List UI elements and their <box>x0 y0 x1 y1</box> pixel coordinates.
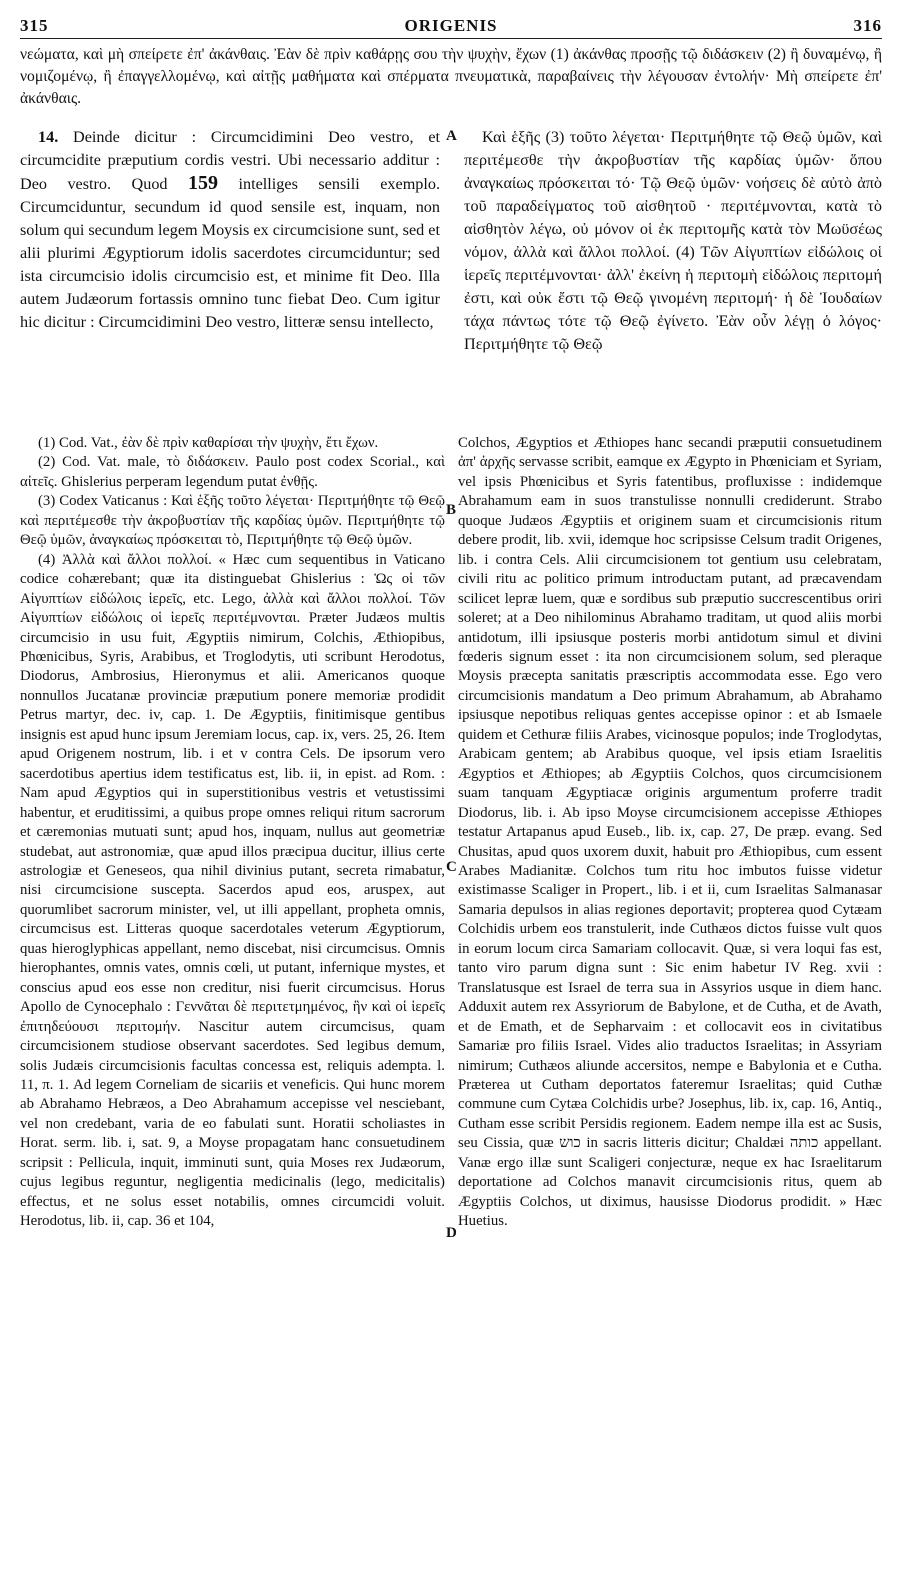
latin-translation-column <box>20 126 440 334</box>
margin-letter-d: D <box>446 1225 457 1241</box>
intro-text: νεώματα, καὶ μὴ σπείρετε ἐπ' ἀκάνθαις. Ἐὰν δὲ πρὶν καθάρῃς σου τὴν ψυχὴν, ἔχων (1) ἀκάνθας προσῇς τῷ διδάσκειν (2) ἢ δυναμένῳ, ἢ νομιζομένῳ, ἢ ἐπαγγελλομένῳ, καὶ αἰτῇς μαθήματα καὶ σπέρματα πνευματικὰ, παραβαίνεις τὴν λέγουσαν ἐντολήν· Μὴ σπείρετε ἐπ' ἀκάνθαις. <box>20 46 882 107</box>
greek-text-column <box>464 126 882 356</box>
left-page-number: 315 <box>20 16 49 35</box>
greek-text: Καὶ ἑξῆς (3) τοῦτο λέγεται· Περιτμήθητε τῷ Θεῷ ὑμῶν, καὶ περιτέμεσθε τὴν ἀκροβυστίαν τῆς καρδίας ὑμῶν· ὅπου ἀναγκαίως πρόσκειται τό· Τῷ Θεῷ ὑμῶν· νοήσεις δὲ αὐτὸ ἀπὸ τοῦ παραδείγματος τοῦ αἰσθητοῦ · περιτέμνονται, κατὰ τὸ αἰσθητὸν λέγω, οὐ μόνον οἱ ἐκ περιτομῆς κατὰ τὸν Μωϋσέως νόμον, ἀλλὰ καὶ ἄλλοι πολλοί. (4) Τῶν Αἰγυπτίων εἰδώλοις οἱ ἱερεῖς περιτέμνονται· ἀλλ' ἐκείνη ἡ περιτομὴ εἰδώλοις περιτομή ἐστι, καὶ οὐκ ἔστι τῷ Θεῷ γινομένη περιτομή· ἡ δὲ Ἰουδαίων τάχα πάντως τότε τῷ Θεῷ ἐγίνετο. Ἐὰν οὖν λέγῃ ὁ λόγος· Περιτμήθητε τῷ Θεῷ <box>464 128 882 353</box>
footnote-3: (3) Codex Vaticanus : Καὶ ἑξῆς τοῦτο λέγεται· Περιτμήθητε τῷ Θεῷ καὶ περιτέμεσθε τὴν ἀκροβυστίαν τῆς καρδίας ὑμῶν. Περιτμήθητε τῷ Θεῷ ὑμῶν, ἀναγκαίως πρόσκειται τὸ, Περιτμήθητε τῷ Θεῷ ὑμῶν. <box>20 493 445 549</box>
margin-letter-c: C <box>446 859 457 875</box>
footnote-4-continued: Colchos, Ægyptios et Æthiopes hanc secandi præputii consuetudinem ἀπ' ἀρχῆς servasse scribit, eamque ex Ægypto in Phœniciam et Syriam, vel ipsis Phœnicibus et Syris fatentibus, profluxisse : indidemque Abrahamum eam in suos transtulisse nonnulli crediderunt. Strabo quoque Judæos Ægyptiis et originem suam et circumcisionis ritum debere prodit, lib. xvii, idemque hoc scripsisse Celsum tradit Origenes, lib. i contra Cels. Alii circumcisionem tot gentium usu celebratam, civili ritu ac politico primum introductam putant, ad præcavendam scilicet lepræ luem, quæ e sordibus sub præputio succrescentibus oriri soleret; at a Deo nihilominus Abrahamo traditam, ut quod aliis morbi antidotum, illi ipsiusque posteris morbi antidotum simul et divini fœderis signum esset : ita non circumcisionem solum, sed pleraque Moysis præcepta sanitatis præscriptis accommodata esse. Ego vero circumcisionis mandatum a Deo primum Abrahamum, ab Abrahamo ipsiusque nepotibus reliquas gentes accepisse opinor : et ab Ismaele quidem et Cethuræ filiis Arabes, vicinosque populos; inde Troglodytas, Arabicam gentem; ab Arabibus quoque, vel ipsis etiam Israelitis Ægyptios et Æthiopes; ab Ægyptiis Colchos, quos circumcisionem suam tanquam Ægyptiacæ originis argumentum proferre tradit Diodorus, lib. i. Ab ipso Moyse circumcisionem accepisse Æthiopes testatur Artapanus apud Euseb., lib. ix, cap. 27, De præp. evang. Sed Chusitas, apud quos uxorem duxit, habuit pro Æthiopibus, cum essent Arabes Madianitæ. Colchos tum ritu hoc imbutos fuisse videtur existimasse Scaliger in Propert., lib. i et ii, cum Israelitas Salmanasar Samaria depulsos in alias regiones deportavit; propterea quod Cytæam Colchidis urbem eos transtulerit, inde Cuthæos dictos fuisse vult quos in eorum locum circa Samariam collocavit. Quæ, si vera loqui fas est, tanto viro parum digna sunt : Sic enim habetur IV Reg. xvii : Translatusque est Israel de terra sua in Assyrios usque in diem hanc. Adduxit autem rex Assyriorum de Babylone, et de Cutha, et de Avath, et de Emath, et de Sepharvaim : et collocavit eos in civitatibus Samariæ pro filiis Israel. Vides alio traductos Israelitas; in Assyriam nimirum; Cuthæos aliunde accersitos, nempe e Babylonia et e Cutha. Præterea ut Cutham deportatos fateremur Israelitas; quid Cuthæ commune cum Cytæa Colchidis urbe? Josephus, lib. ix, cap. 16, Antiq., Cutham esse scribit Persidis regionem. Eadem nempe illa est ac Susis, seu Cissia, quæ כוש in sacris litteris dicitur; Chaldæi כותה appellant. Vanæ ergo illæ sunt Scaligeri conjecturæ, neque ex hac Israelitarum deportatione ad Colchos manavit circumcisionis ritus, quem ab Ægyptiis Colchos, ut diximus, hausisse Diodorus prodidit. » Hæc Huetius. <box>458 435 882 1230</box>
running-title: ORIGENIS <box>404 16 498 35</box>
margin-letter-a: A <box>446 128 457 144</box>
latin-text-start: Deinde dicitur : Circumcidimini Deo vestro, et circumcidite præputium cordis vestri. Ubi necessario additur : Deo vestro. Quod <box>20 128 441 193</box>
margin-letter-b: B <box>446 502 457 518</box>
right-page-number: 316 <box>853 16 882 35</box>
footnote-4: (4) Ἀλλὰ καὶ ἄλλοι πολλοί. « Hæc cum sequentibus in Vaticano codice cohærebant; quæ ita distinguebat Ghislerius : Ὡς οἱ τῶν Αἰγυπτίων εἰδώλοις ἱερεῖς, etc. Lego, ἀλλὰ καὶ ἄλλοι πολλοί. Τῶν Αἰγυπτίων εἰδώλοις οἱ ἱερεῖς περιτέμνονται. Præter Judæos multis circumcisio in usu fuit, Ægyptiis nimirum, Colchis, Æthiopibus, Phœnicibus, Syris, Arabibus, et Troglodytis, uti scribunt Herodotus, Diodorus, Ambrosius, Hieronymus et alii. Americanos quoque nonnullos Jucatanæ provinciæ præputium ponere memoriæ prodidit Petrus martyr, dec. iv, cap. 1. De Ægyptiis, finitimisque gentibus insignis est apud hunc ipsum Jeremiam locus, cap. ix, vers. 25, 26. Item apud Origenem nostrum, lib. i et v contra Cels. De ipsorum vero sacerdotibus apertius idem testificatus est, lib. ii, in epist. ad Rom. : Nam apud Ægyptios qui in superstitionibus vestris et vetustissimi habentur, et eruditissimi, a quibus prope omnes reliqui ritum sacrorum et cæremonias mutuati sunt; apud hos, inquam, nullus aut geometriæ studebat, aut astronomiæ, quæ apud illos præcipua ducitur, illius certe astrologiæ et Geneseos, qua nihil divinius putant, secreta rimabatur, nisi circumcisione suscepta. Sacerdos apud eos, aruspex, aut quorumlibet sacrorum minister, vel, ut illi appellant, propheta omnis, circumcisus est. Litteras quoque sacerdotales veterum Ægyptiorum, quas hieroglyphicas appellant, nemo discebat, nisi circumcisus. Omnis hierophantes, omnis vates, omnis cœli, ut putant, infernique mystes, et conscius apud eos esse non creditur, nisi fuerit circumcisus. Horus Apollo de Cynocephalo : Γεννᾶται δὲ περιτετμημένος, ἣν καὶ οἱ ἱερεῖς ἐπιτηδεύουσι περιτομήν. Nascitur autem circumcisus, quam circumcisionem studiose observant sacerdotes. Sed legibus demum, solis Judæis circumcisionis facultas concessa est, reliquis adempta. l. 11, π. 1. Ad legem Corneliam de sicariis et veneficis. Qui hunc morem ab Abrahamo Hebræos, a Deo Abrahamum accepisse vel nesciebant, vel non credebant, varia de eo fabulati sunt. Horatii scholiastes in Horat. serm. lib. i, sat. 9, a Moyse propagatam hanc consuetudinem scripsit : Pellicula, inquit, imminuti sunt, quia Moses rex Judæorum, cujus legibus reguntur, negligentia medicinalis (lego, medicitalis) effectus, et ne solus esset notabilis, omnes circumcidi voluit. Herodotus, lib. ii, cap. 36 et 104, <box>20 551 445 1230</box>
intro-greek-paragraph <box>20 44 882 110</box>
marginal-number: 159 <box>188 172 219 194</box>
footnotes-left-column <box>20 434 445 1232</box>
footnotes-right-column <box>458 434 882 1232</box>
running-header <box>20 14 882 39</box>
footnote-1: (1) Cod. Vat., ἐὰν δὲ πρὶν καθαρίσαι τὴν ψυχὴν, ἔτι ἔχων. <box>38 435 379 451</box>
latin-text-end: intelliges sensili exemplo. Circumciduntur, secundum id quod sensile est, inquam, non solum qui secundum legem Moysis ex circumcisione sunt, sed et alii plurimi Ægyptiorum idolis sacerdotes circumciduntur; sed ista circumcisio idolis circumcisio est, et minime fit Deo. Illa autem Judæorum fortassis omnino tunc fiebat Deo. Cum igitur hic dicitur : Circumcidimini Deo vestro, litteræ sensu intellecto, <box>20 175 441 331</box>
footnote-2: (2) Cod. Vat. male, τὸ διδάσκειν. Paulo post codex Scorial., καὶ αἰτεῖς. Ghislerius perperam legendum putat ἐνθῇς. <box>20 454 445 490</box>
section-number: 14. <box>38 128 59 146</box>
